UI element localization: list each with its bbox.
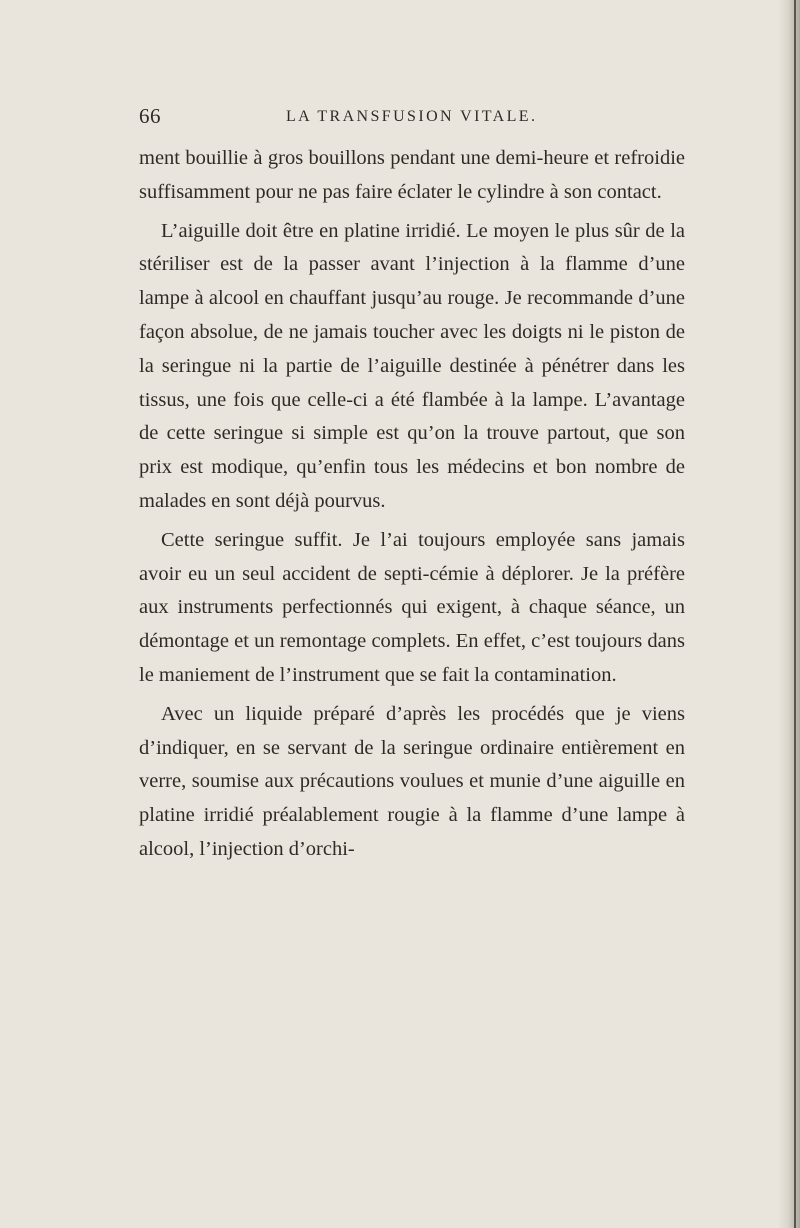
page-header <box>139 104 679 134</box>
paragraph-3: Cette seringue suffit. Je l’ai toujours employée sans jamais avoir eu un seul accident de septi-cémie à déplorer. Je la préfère aux instruments perfectionnés qui exigent, à chaque séance, un démontage et un remontage complets. En effet, c’est toujours dans le maniement de l’instrument que se fait la contamination. <box>139 528 685 686</box>
paragraph-2: L’aiguille doit être en platine irridié. Le moyen le plus sûr de la stériliser est de la passer avant l’injection à la flamme d’une lampe à alcool en chauffant jusqu’au rouge. Je recommande d’une façon absolue, de ne jamais toucher avec les doigts ni le piston de la seringue ni la partie de l’aiguille destinée à pénétrer dans les tissus, une fois que celle-ci a été flambée à la lampe. L’avantage de cette seringue si simple est qu’on la trouve partout, que son prix est modique, qu’enfin tous les médecins et bon nombre de malades en sont déjà pourvus. <box>139 219 685 512</box>
paragraph-4: Avec un liquide préparé d’après les procédés que je viens d’indiquer, en se servant de la seringue ordinaire entièrement en verre, soumise aux précautions voulues et munie d’une aiguille en platine irridié préalablement rougie à la flamme d’une lampe à alcool, l’injection d’orchi- <box>139 702 685 860</box>
body-text <box>139 142 685 867</box>
page-number: 66 <box>139 104 161 128</box>
page-edge-shadow <box>778 0 800 1228</box>
running-title: LA TRANSFUSION VITALE. <box>286 108 538 125</box>
page-edge-line <box>794 0 796 1228</box>
paragraph-1: ment bouillie à gros bouillons pendant une demi-heure et refroidie suffisamment pour ne pas faire éclater le cylindre à son contact. <box>139 147 685 203</box>
